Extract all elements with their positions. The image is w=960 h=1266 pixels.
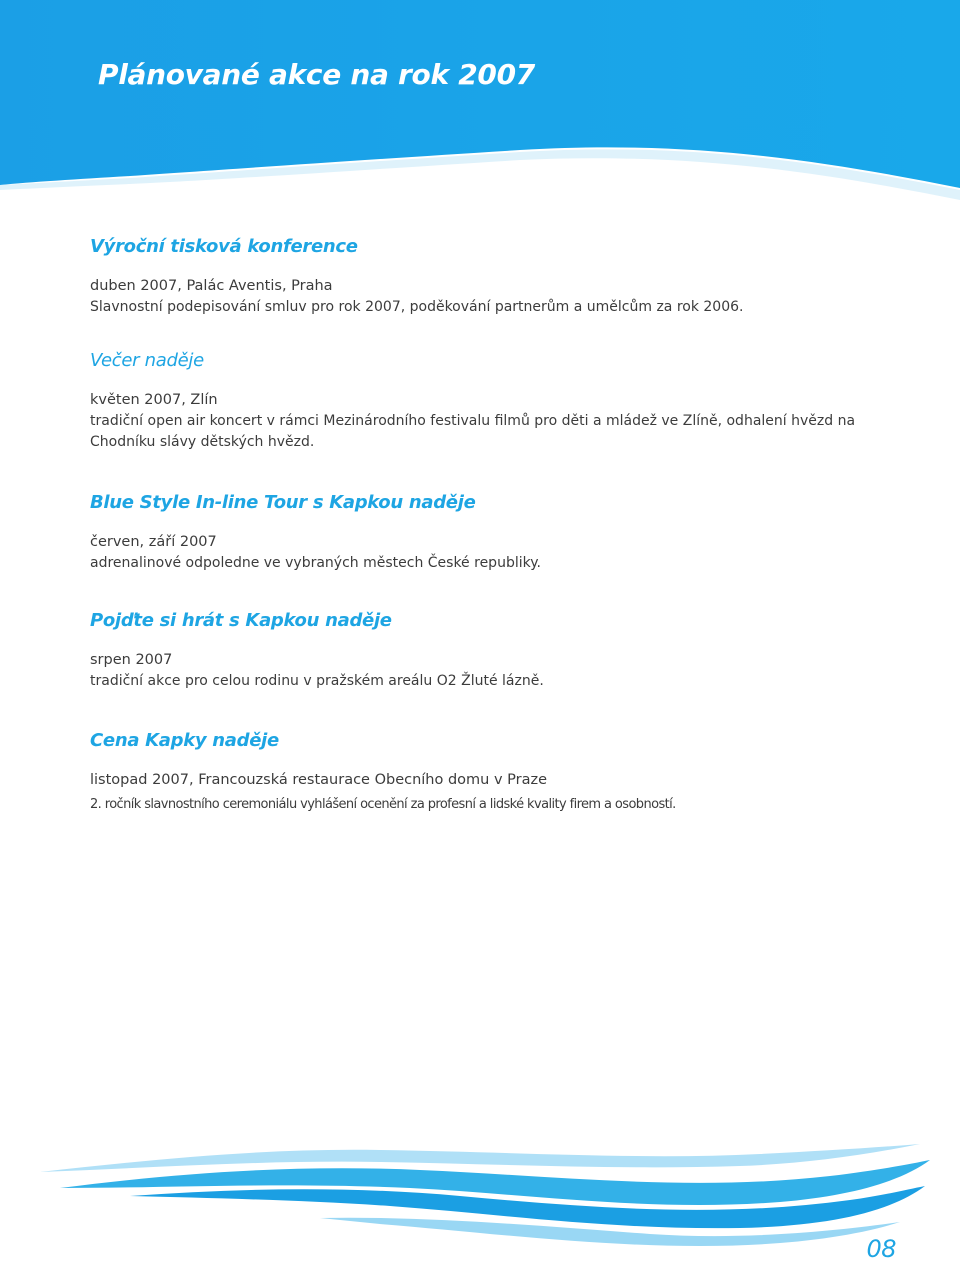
page-number: 08 (866, 1235, 896, 1263)
event-description: tradiční akce pro celou rodinu v pražském areálu O2 Žluté lázně. (90, 673, 544, 689)
event-date: červen, září 2007 (90, 534, 217, 550)
event-item (90, 608, 870, 692)
header-wave-shape (0, 0, 960, 230)
header-band (0, 0, 960, 230)
event-item (90, 728, 870, 815)
event-title: Pojďte si hrát s Kapkou naděje (90, 610, 392, 631)
event-date: duben 2007, Palác Aventis, Praha (90, 278, 333, 294)
footer-wave-decoration (0, 1130, 960, 1250)
event-date: květen 2007, Zlín (90, 392, 218, 408)
event-date: srpen 2007 (90, 652, 173, 668)
event-title: Cena Kapky naděje (90, 730, 279, 751)
event-title: Večer naděje (90, 350, 204, 371)
event-item (90, 234, 870, 318)
event-description: tradiční open air koncert v rámci Mezinárodního festivalu filmů pro děti a mládež ve Zlíně, odhalení hvězd na Chodníku slávy dětských hvězd. (90, 413, 856, 450)
page-title: Plánované akce na rok 2007 (98, 58, 535, 91)
event-item (90, 490, 870, 574)
event-description: Slavnostní podepisování smluv pro rok 2007, poděkování partnerům a umělcům za rok 2006. (90, 299, 744, 315)
event-title: Výroční tisková konference (90, 236, 358, 257)
event-date: listopad 2007, Francouzská restaurace Obecního domu v Praze (90, 772, 548, 788)
event-description: adrenalinové odpoledne ve vybraných městech České republiky. (90, 555, 541, 571)
event-description: 2. ročník slavnostního ceremoniálu vyhlášení ocenění za profesní a lidské kvality firem a osobností. (90, 797, 676, 812)
event-title: Blue Style In-line Tour s Kapkou naděje (90, 492, 476, 513)
event-item (90, 348, 870, 453)
